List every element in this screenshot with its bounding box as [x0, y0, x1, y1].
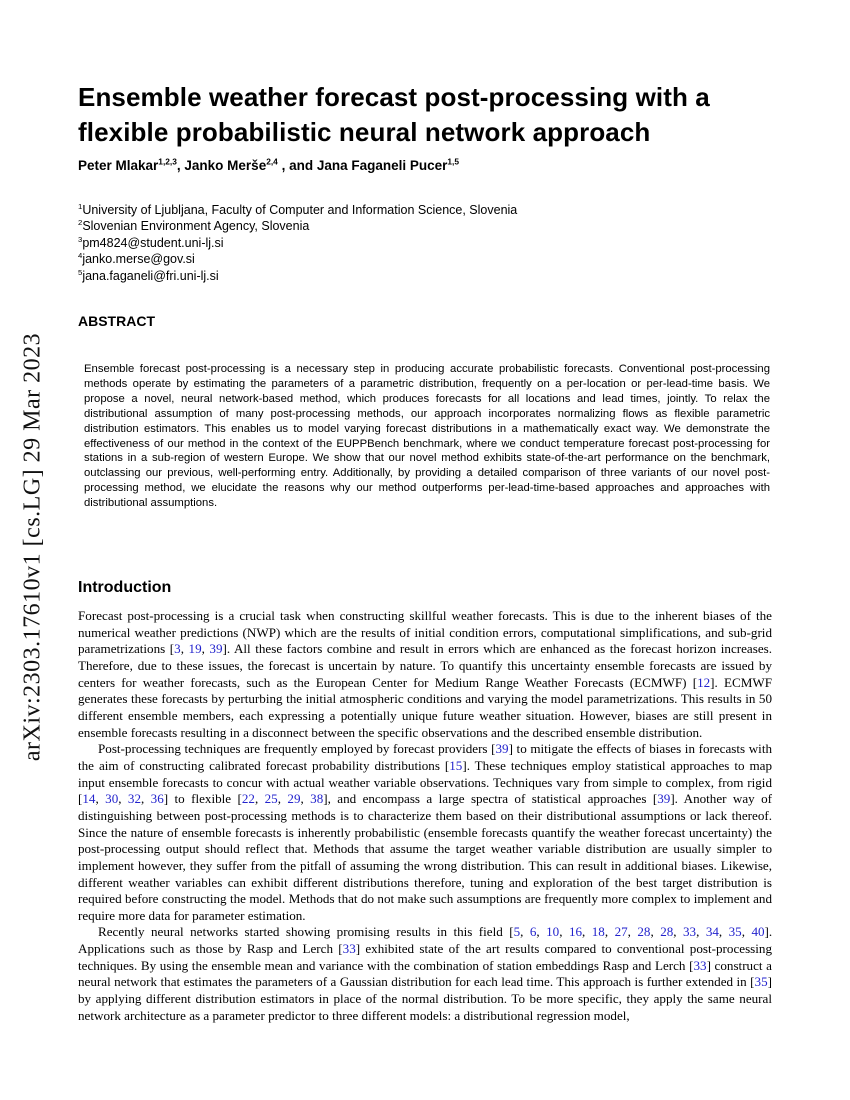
paper-title-line-1: Ensemble weather forecast post-processing with a [78, 82, 710, 112]
author-email-link[interactable]: janko.merse@gov.si [82, 252, 195, 267]
citation-link[interactable]: 5 [513, 924, 521, 940]
citation-link[interactable]: 16 [568, 924, 583, 940]
section-heading-introduction: Introduction [78, 579, 172, 596]
author-name: Jana Faganeli Pucer [316, 158, 448, 173]
paragraph: Forecast post-processing is a crucial task when constructing skillful weather forecasts. This is due to the inherent biases of the numerical weather predictions (NWP) which are the results of initial condition errors, computational simplifications, and sub-grid parametrizations [3, 19, 39]. All these factors combine and result in errors which are enhanced as the forecast horizon increases. Therefore, due to these issues, the forecast is uncertain by nature. To quantify this uncertainty ensemble forecasts are issued by centers for weather forecasts, such as the European Center for Medium Range Weather Forecasts (ECMWF) [12]. ECMWF generates these forecasts by perturbing the initial atmospheric conditions and varying the model parametrizations. This results in 50 different ensemble members, each expressing a potentially unique future weather situation. However, biases are still present in ensemble forecasts resulting in a disconnect between the specific observations and the described ensemble distribution. [78, 608, 773, 740]
affiliation-mark: 2 [78, 218, 83, 228]
citation-link[interactable]: 19 [188, 641, 202, 657]
citation-link[interactable]: 40 [751, 924, 765, 940]
abstract-text: Ensemble forecast post-processing is a necessary step in producing accurate probabilistic forecasts. Conventional post-processing methods operate by estimating the parameters of a parametric distribution, frequently on a per-location or per-lead-time basis. We propose a novel, neural network-based method, which produces forecasts for all locations and lead times, jointly. To relax the distributional assumption of many post-processing methods, our approach incorporates normalizing flows as flexible parametric distribution estimators. This enables us to model varying forecast distributions in a mathematically exact way. We demonstrate the effectiveness of our method in the context of the EUPPBench benchmark, where we conduct temperature forecast post-processing for stations in a sub-region of western Europe. We show that our novel method exhibits state-of-the-art performance on the benchmark, outclassing our previous, well-performing entry. Additionally, by providing a detailed comparison of three variants of our novel post-processing method, we elucidate the reasons why our method outperforms per-lead-time-based approaches and approaches with distributional assumptions. [84, 363, 770, 510]
citation-link[interactable]: 12 [697, 674, 711, 690]
citation-link[interactable]: 14 [82, 791, 96, 807]
citation-link[interactable]: 6 [529, 924, 537, 940]
citation-link[interactable]: 39 [495, 741, 509, 757]
affiliation-text: University of Ljubljana, Faculty of Computer and Information Science, Slovenia [82, 203, 518, 217]
citation-link[interactable]: 33 [693, 957, 707, 973]
citation-link[interactable]: 30 [105, 791, 119, 807]
author-separator: , [176, 158, 185, 173]
affiliation-line [78, 202, 772, 218]
author-name: Janko Merše [184, 158, 267, 173]
citation-link[interactable]: 39 [209, 641, 223, 657]
author-separator: , and [277, 158, 317, 173]
citation-link[interactable]: 34 [705, 924, 719, 940]
affiliation-mark: 1 [78, 201, 83, 211]
affiliation-mark: 3 [78, 234, 83, 244]
citation-link[interactable]: 29 [287, 791, 301, 807]
authors-line [78, 158, 772, 173]
author-name: Peter Mlakar [78, 158, 159, 173]
introduction-body [78, 608, 772, 1024]
citation-link[interactable]: 38 [310, 791, 324, 807]
paper-title-line-2: flexible probabilistic neural network approach [78, 116, 651, 147]
citation-link[interactable]: 18 [591, 924, 605, 940]
citation-link[interactable]: 36 [150, 791, 164, 807]
citation-link[interactable]: 33 [342, 941, 356, 957]
citation-link[interactable]: 39 [657, 791, 671, 807]
author-affiliation-marks: 1,5 [447, 156, 460, 167]
paper-title [78, 80, 772, 149]
citation-link[interactable]: 28 [660, 924, 674, 940]
citation-link[interactable]: 35 [728, 924, 742, 940]
affiliation-mark: 5 [78, 267, 83, 277]
affiliation-mark: 4 [78, 251, 83, 261]
arxiv-sidebar-stamp: arXiv:2303.17610v1 [cs.LG] 29 Mar 2023 [19, 332, 46, 762]
affiliation-line [78, 218, 772, 234]
author-email-link[interactable]: pm4824@student.uni-lj.si [82, 235, 224, 250]
citation-link[interactable]: 35 [754, 974, 768, 990]
paragraph: Post-processing techniques are frequently employed by forecast providers [39] to mitigate the effects of biases in forecasts with the aim of constructing calibrated forecast probability distributions [15]. These techniques employ statistical approaches to map input ensemble forecasts to concur with actual weather variable observations. Techniques vary from simple to complex, from rigid [14, 30, 32, 36] to flexible [22, 25, 29, 38], and encompass a large spectra of statistical approaches [39]. Another way of distinguishing between post-processing methods is to characterize them based on their distributional assumptions or lack thereof. Since the nature of ensemble forecasts is inherently probabilistic (ensemble forecasts quantify the weather forecast uncertainty) the post-processing output should reflect that. Methods that assume the target weather variable distribution are usually simpler to implement however, they suffer from the pitfall of assuming the wrong distribution. This can result in additional biases. Likewise, different weather variables can exhibit different distributions therefore, tuning and exploration of the best target distribution is required before constructing the model. Methods that do not make such assumptions are frequently more complex to implement and require more data for parameter estimation. [78, 741, 773, 923]
affiliation-text: Slovenian Environment Agency, Slovenia [82, 219, 310, 234]
citation-link[interactable]: 33 [683, 924, 697, 940]
affiliations-block [78, 202, 772, 284]
affiliation-line [78, 235, 772, 251]
affiliation-line [78, 268, 772, 284]
affiliation-line [78, 251, 772, 267]
citation-link[interactable]: 27 [614, 924, 628, 940]
abstract-heading: ABSTRACT [78, 313, 155, 329]
citation-link[interactable]: 15 [449, 757, 463, 773]
paragraph: Recently neural networks started showing promising results in this field [5, 6, 10, 16, 18, 27, 28, 28, 33, 34, 35, 40]. Applications such as those by Rasp and Lerch [33] exhibited state of the art results compared to conventional post-processing techniques. By using the ensemble mean and variance with the combination of station embeddings Rasp and Lerch [33] construct a neural network that estimates the parameters of a Gaussian distribution for each lead time. This approach is further extended in [35] by applying different distribution estimators in place of the normal distribution. To be more specific, they apply the same neural network architecture as a parameter predictor to three different models: a distributional regression model, [78, 924, 773, 1023]
author-affiliation-marks: 2,4 [266, 156, 278, 167]
citation-link[interactable]: 22 [241, 791, 255, 807]
citation-link[interactable]: 32 [127, 791, 141, 807]
citation-link[interactable]: 25 [264, 791, 278, 807]
author-affiliation-marks: 1,2,3 [158, 156, 177, 167]
citation-link[interactable]: 3 [174, 641, 181, 657]
author-email-link[interactable]: jana.faganeli@fri.uni-lj.si [82, 268, 219, 283]
citation-link[interactable]: 10 [546, 924, 560, 940]
citation-link[interactable]: 28 [637, 924, 651, 940]
